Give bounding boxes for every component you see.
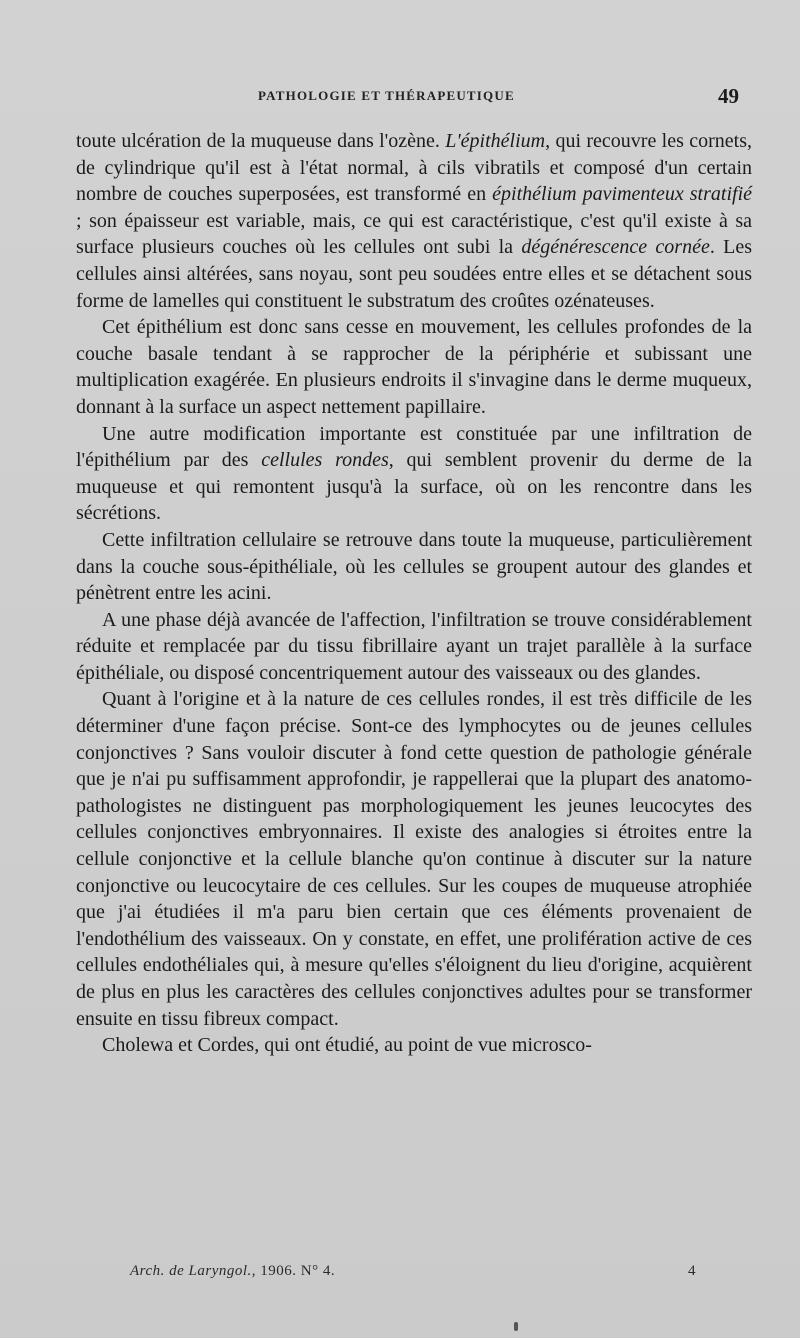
ink-speck	[514, 1322, 518, 1331]
paragraph-4: Cette infiltration cellulaire se retrouve dans toute la muqueuse, particulièrement dans la couche sous-épithéliale, où les cellules se groupent autour des glandes et pénètrent entre les acini.	[76, 528, 752, 605]
paragraph-5: A une phase déjà avancée de l'affection, l'infiltration se trouve considérablement réduite et remplacée par du tissu fibrillaire ayant un trajet parallèle à la surface épithéliale, ou disposé concentriquement autour des vaisseaux ou des glandes.	[76, 608, 752, 684]
paragraph-1-text-c: ; son épaisseur est variable, mais, ce qui est caractéristique, c'est qu'il existe à sa surface plusieurs couches où les cellules ont subi la	[76, 209, 752, 259]
paragraph-7: Cholewa et Cordes, qui ont étudié, au point de vue microsco-	[102, 1034, 592, 1057]
page-number: 49	[718, 84, 739, 108]
paragraph-1-text-d: . Les cellules ainsi altérées, sans noyau, sont peu soudées entre elles et se détachent sous forme de lamelles qui constituent le substratum des croûtes ozénateuses.	[76, 236, 752, 312]
paragraph-3	[76, 421, 752, 527]
term-degenerescence-cornee: dégénérescence cornée	[521, 236, 710, 259]
journal-title: Arch. de Laryngol.	[130, 1263, 252, 1279]
signature-mark: 4	[688, 1263, 696, 1279]
paragraph-3-text-b: , qui semblent provenir du derme de la muqueuse et qui remontent jusqu'à la surface, où on les rencontre dans les sécrétions.	[76, 449, 752, 525]
term-cellules-rondes: cellules rondes	[261, 449, 389, 472]
paragraph-6: Quant à l'origine et à la nature de ces cellules rondes, il est très difficile de les déterminer d'une façon précise. Sont-ce des lymphocytes ou de jeunes cellules conjonctives ? Sans vouloir discuter à fond cette question de pathologie générale que je n'ai pu suffisamment approfondir, je rappellerai que la plupart des anatomo-pathologistes ne distinguent pas morphologiquement les jeunes leucocytes des cellules conjonctives embryonnaires. Il existe des analogies si étroites entre la cellule conjonctive et la cellule blanche qu'on continue à discuter sur la nature conjonctive ou leucocytaire de ces cellules. Sur les coupes de muqueuse atrophiée que j'ai étudiées il m'a paru bien certain que ces éléments provenaient de l'endothélium des vaisseaux. On y constate, en effet, une prolifération active de ces cellules endothéliales qui, à mesure qu'elles s'éloignent du lieu d'origine, acquièrent de plus en plus les caractères des cellules conjonctives adultes pour se transformer ensuite en tissu fibreux compact.	[76, 688, 752, 1030]
paragraph-3-text-a: Une autre modification importante est constituée par une infiltration de l'épithélium par des	[76, 422, 752, 472]
term-epithelium: L'épithélium	[445, 130, 546, 152]
running-title: PATHOLOGIE ET THÉRAPEUTIQUE	[258, 88, 515, 103]
running-header	[0, 86, 800, 110]
paragraph-2: Cet épithélium est donc sans cesse en mouvement, les cellules profondes de la couche basale tendant à se rapprocher de la périphérie et subissant une multiplication exagérée. En plusieurs endroits il s'invagine dans le derme muqueux, donnant à la surface un aspect nettement papillaire.	[76, 316, 752, 418]
journal-reference	[130, 1263, 335, 1280]
footer-line	[0, 1263, 800, 1287]
paragraph-1-text-b: , qui recouvre les cornets, de cylindrique qu'il est à l'état normal, à cils vibratils et composé d'un certain nombre de couches superposées, est transformé en	[76, 130, 752, 206]
paragraph-1	[76, 128, 752, 314]
journal-issue: , 1906. N° 4.	[251, 1263, 336, 1279]
body-text	[76, 128, 752, 1059]
term-epithelium-pavimenteux: épithélium pavimenteux stratifié	[492, 183, 753, 206]
paragraph-1-text-a: toute ulcération de la muqueuse dans l'ozène.	[76, 130, 446, 152]
